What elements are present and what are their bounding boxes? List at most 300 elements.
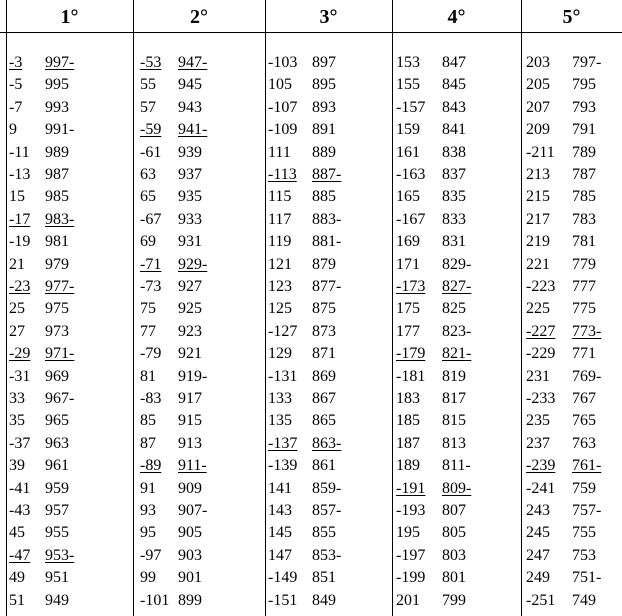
table-row bbox=[140, 231, 226, 253]
pair-number: 937 bbox=[178, 166, 202, 183]
table-row bbox=[526, 343, 618, 365]
pair-number: 857- bbox=[312, 502, 342, 519]
pair-number: 893 bbox=[312, 98, 336, 116]
table-row bbox=[396, 164, 488, 186]
table-row bbox=[396, 209, 488, 231]
pair-number: 885 bbox=[312, 188, 336, 206]
table-row bbox=[9, 164, 91, 186]
table-row bbox=[9, 388, 91, 410]
table-row bbox=[396, 590, 488, 612]
odd-number: 235 bbox=[526, 412, 550, 430]
table-row bbox=[526, 254, 618, 276]
pair-number: 879 bbox=[312, 255, 336, 273]
pair-number: 959 bbox=[45, 479, 69, 497]
table-row bbox=[526, 74, 618, 96]
pair-number: 769- bbox=[572, 367, 602, 385]
table-row bbox=[268, 52, 358, 74]
table-row bbox=[526, 410, 618, 432]
table-row bbox=[140, 52, 226, 74]
odd-number: -109 bbox=[268, 121, 298, 139]
pair-number: 763 bbox=[572, 434, 596, 452]
pair-number: 965 bbox=[45, 412, 69, 430]
odd-number: 171 bbox=[396, 255, 420, 273]
pair-number: 821- bbox=[442, 345, 472, 363]
table-row bbox=[268, 545, 358, 567]
odd-number: 165 bbox=[396, 188, 420, 206]
table-row bbox=[9, 276, 91, 298]
odd-number: 81 bbox=[140, 367, 156, 385]
odd-number: 249 bbox=[526, 569, 550, 587]
column-divider bbox=[521, 0, 522, 616]
table-row bbox=[140, 567, 226, 589]
table-row bbox=[140, 366, 226, 388]
pair-number: 987 bbox=[45, 166, 69, 183]
table-row bbox=[140, 522, 226, 544]
pair-number: 905 bbox=[178, 524, 202, 542]
pair-number: 807 bbox=[442, 502, 466, 519]
odd-number: 215 bbox=[526, 188, 550, 206]
pair-number: 877- bbox=[312, 278, 342, 295]
odd-number: -89 bbox=[140, 457, 162, 475]
odd-number: 177 bbox=[396, 322, 420, 340]
pair-number: 757- bbox=[572, 502, 602, 519]
odd-number: -149 bbox=[268, 569, 298, 587]
odd-number: 99 bbox=[140, 569, 156, 587]
odd-number: -17 bbox=[9, 210, 31, 228]
odd-number: -103 bbox=[268, 54, 298, 71]
pair-number: 913 bbox=[178, 434, 202, 452]
table-row bbox=[140, 455, 226, 477]
odd-number: 205 bbox=[526, 76, 550, 94]
column-divider bbox=[133, 0, 134, 616]
table-row bbox=[268, 455, 358, 477]
table-row bbox=[526, 142, 618, 164]
odd-number: 247 bbox=[526, 546, 550, 564]
table-row bbox=[140, 97, 226, 119]
odd-number: -163 bbox=[396, 166, 426, 183]
table-row bbox=[140, 500, 226, 522]
pair-number: 953- bbox=[45, 546, 75, 564]
table-row bbox=[268, 590, 358, 612]
pair-number: 995 bbox=[45, 76, 69, 94]
table-row bbox=[268, 410, 358, 432]
table-row bbox=[268, 254, 358, 276]
table-row bbox=[268, 366, 358, 388]
column-divider bbox=[392, 0, 393, 616]
pair-number: 825 bbox=[442, 300, 466, 318]
pair-number: 869 bbox=[312, 367, 336, 385]
odd-number: -43 bbox=[9, 502, 31, 519]
pair-number: 967- bbox=[45, 390, 75, 407]
odd-number: -199 bbox=[396, 569, 426, 587]
pair-number: 751- bbox=[572, 569, 602, 587]
pair-number: 859- bbox=[312, 479, 342, 497]
odd-number: 201 bbox=[396, 591, 420, 609]
pair-number: 927 bbox=[178, 278, 202, 295]
odd-number: 153 bbox=[396, 54, 420, 71]
odd-number: 129 bbox=[268, 345, 292, 363]
table-row bbox=[9, 97, 91, 119]
pair-number: 817 bbox=[442, 390, 466, 407]
table-row bbox=[140, 119, 226, 141]
table-row bbox=[396, 231, 488, 253]
odd-number: 221 bbox=[526, 255, 550, 273]
odd-number: -97 bbox=[140, 546, 162, 564]
pair-number: 849 bbox=[312, 591, 336, 609]
table-row bbox=[140, 433, 226, 455]
table-row bbox=[268, 164, 358, 186]
pair-number: 949 bbox=[45, 591, 69, 609]
table-row bbox=[396, 298, 488, 320]
table-row bbox=[9, 366, 91, 388]
odd-number: 93 bbox=[140, 502, 156, 519]
odd-number: 237 bbox=[526, 434, 550, 452]
table-row bbox=[9, 298, 91, 320]
pair-number: 835 bbox=[442, 188, 466, 206]
odd-number: 219 bbox=[526, 233, 550, 251]
table-row bbox=[268, 343, 358, 365]
odd-number: 213 bbox=[526, 166, 550, 183]
pair-number: 921 bbox=[178, 345, 202, 363]
column-header: 2° bbox=[190, 6, 208, 28]
table-row bbox=[9, 52, 91, 74]
odd-number: -13 bbox=[9, 166, 31, 183]
table-row bbox=[396, 455, 488, 477]
odd-number: -61 bbox=[140, 143, 162, 161]
odd-number: 147 bbox=[268, 546, 292, 564]
odd-number: 183 bbox=[396, 390, 420, 407]
odd-number: 45 bbox=[9, 524, 25, 542]
odd-number: 57 bbox=[140, 98, 156, 116]
pair-number: 761- bbox=[572, 457, 602, 475]
table-row bbox=[396, 567, 488, 589]
pair-number: 945 bbox=[178, 76, 202, 94]
pair-number: 895 bbox=[312, 76, 336, 94]
pair-number: 793 bbox=[572, 98, 596, 116]
odd-number: -37 bbox=[9, 434, 31, 452]
pair-number: 993 bbox=[45, 98, 69, 116]
table-row bbox=[140, 254, 226, 276]
table-row bbox=[396, 500, 488, 522]
table-row bbox=[268, 74, 358, 96]
pair-number: 961 bbox=[45, 457, 69, 475]
table-row bbox=[268, 209, 358, 231]
pair-number: 963 bbox=[45, 434, 69, 452]
header-divider bbox=[0, 32, 622, 33]
column-header: 4° bbox=[447, 6, 466, 28]
pair-number: 911- bbox=[178, 457, 207, 475]
odd-number: 21 bbox=[9, 255, 25, 273]
odd-number: -23 bbox=[9, 278, 31, 295]
table-row bbox=[396, 97, 488, 119]
table-row bbox=[140, 590, 226, 612]
pair-number: 799 bbox=[442, 591, 466, 609]
odd-number: 143 bbox=[268, 502, 292, 519]
pair-number: 867 bbox=[312, 390, 336, 407]
table-row bbox=[396, 388, 488, 410]
pair-number: 951 bbox=[45, 569, 69, 587]
odd-number: -83 bbox=[140, 390, 162, 407]
odd-number: -79 bbox=[140, 345, 162, 363]
pair-number: 753 bbox=[572, 546, 596, 564]
pair-number: 957 bbox=[45, 502, 69, 519]
pair-number: 759 bbox=[572, 479, 596, 497]
odd-number: -101 bbox=[140, 591, 170, 609]
table-row bbox=[268, 567, 358, 589]
pair-number: 871 bbox=[312, 345, 336, 363]
odd-number: 119 bbox=[268, 233, 292, 251]
table-row bbox=[526, 186, 618, 208]
odd-number: -181 bbox=[396, 367, 426, 385]
pair-number: 815 bbox=[442, 412, 466, 430]
pair-number: 823- bbox=[442, 322, 472, 340]
table-row bbox=[140, 410, 226, 432]
pair-number: 955 bbox=[45, 524, 69, 542]
pair-number: 785 bbox=[572, 188, 596, 206]
pair-number: 935 bbox=[178, 188, 202, 206]
table-row bbox=[396, 254, 488, 276]
pair-number: 851 bbox=[312, 569, 336, 587]
odd-number: 203 bbox=[526, 54, 550, 71]
table-row bbox=[396, 410, 488, 432]
odd-number: 33 bbox=[9, 390, 25, 407]
odd-number: 175 bbox=[396, 300, 420, 318]
odd-number: 161 bbox=[396, 143, 420, 161]
column-header: 3° bbox=[319, 6, 338, 28]
pair-number: 909 bbox=[178, 479, 202, 497]
table-row bbox=[268, 321, 358, 343]
pair-number: 915 bbox=[178, 412, 202, 430]
odd-number: 245 bbox=[526, 524, 550, 542]
pair-number: 981 bbox=[45, 233, 69, 251]
odd-number: -71 bbox=[140, 255, 162, 273]
table-row bbox=[9, 590, 91, 612]
table-row bbox=[396, 522, 488, 544]
odd-number: 75 bbox=[140, 300, 156, 318]
table-row bbox=[9, 478, 91, 500]
pair-number: 787 bbox=[572, 166, 596, 183]
odd-number: 133 bbox=[268, 390, 292, 407]
pair-number: 919- bbox=[178, 367, 208, 385]
odd-number: 51 bbox=[9, 591, 25, 609]
pair-number: 991- bbox=[45, 121, 75, 139]
pair-number: 819 bbox=[442, 367, 466, 385]
table-row bbox=[526, 500, 618, 522]
odd-number: -197 bbox=[396, 546, 426, 564]
table-row bbox=[396, 142, 488, 164]
pair-number: 847 bbox=[442, 54, 466, 71]
odd-number: 125 bbox=[268, 300, 292, 318]
table-row bbox=[268, 231, 358, 253]
table-row bbox=[9, 142, 91, 164]
pair-number: 989 bbox=[45, 143, 69, 161]
pair-number: 997- bbox=[45, 54, 75, 71]
odd-number: -179 bbox=[396, 345, 426, 363]
pair-number: 865 bbox=[312, 412, 336, 430]
table-row bbox=[268, 276, 358, 298]
table-row bbox=[268, 119, 358, 141]
pair-number: 897 bbox=[312, 54, 336, 71]
table-row bbox=[268, 142, 358, 164]
pair-number: 971- bbox=[45, 345, 75, 363]
table-row bbox=[526, 164, 618, 186]
odd-number: -193 bbox=[396, 502, 426, 519]
pair-number: 831 bbox=[442, 233, 466, 251]
odd-number: 145 bbox=[268, 524, 292, 542]
table-row bbox=[9, 119, 91, 141]
pair-number: 917 bbox=[178, 390, 202, 407]
pair-number: 765 bbox=[572, 412, 596, 430]
odd-number: -19 bbox=[9, 233, 31, 251]
odd-number: -107 bbox=[268, 98, 298, 116]
odd-number: -251 bbox=[526, 591, 556, 609]
pair-number: 873 bbox=[312, 322, 336, 340]
column-divider bbox=[6, 0, 7, 616]
odd-number: 95 bbox=[140, 524, 156, 542]
table-row bbox=[140, 388, 226, 410]
pair-number: 827- bbox=[442, 278, 472, 295]
table-row bbox=[526, 231, 618, 253]
odd-number: 87 bbox=[140, 434, 156, 452]
table-row bbox=[396, 343, 488, 365]
table-row bbox=[140, 545, 226, 567]
table-row bbox=[140, 142, 226, 164]
table-row bbox=[268, 97, 358, 119]
pair-number: 929- bbox=[178, 255, 208, 273]
pair-number: 829- bbox=[442, 255, 472, 273]
pair-number: 985 bbox=[45, 188, 69, 206]
table-row bbox=[396, 433, 488, 455]
pair-number: 863- bbox=[312, 434, 342, 452]
odd-number: 115 bbox=[268, 188, 292, 206]
odd-number: 209 bbox=[526, 121, 550, 139]
pair-number: 899 bbox=[178, 591, 202, 609]
pair-number: 775 bbox=[572, 300, 596, 318]
pair-number: 947- bbox=[178, 54, 208, 71]
odd-number: 39 bbox=[9, 457, 25, 475]
table-row bbox=[526, 590, 618, 612]
table-row bbox=[9, 209, 91, 231]
pair-number: 853- bbox=[312, 546, 342, 564]
column-divider bbox=[265, 0, 266, 616]
pair-number: 833 bbox=[442, 210, 466, 228]
table-row bbox=[526, 366, 618, 388]
table-row bbox=[396, 366, 488, 388]
table-row bbox=[396, 321, 488, 343]
table-row bbox=[396, 478, 488, 500]
table-row bbox=[268, 433, 358, 455]
table-row bbox=[140, 276, 226, 298]
odd-number: 35 bbox=[9, 412, 25, 430]
table-row bbox=[526, 388, 618, 410]
pair-number: 975 bbox=[45, 300, 69, 318]
odd-number: 9 bbox=[9, 121, 17, 139]
table-row bbox=[268, 478, 358, 500]
odd-number: 105 bbox=[268, 76, 292, 94]
pair-number: 941- bbox=[178, 121, 208, 139]
odd-number: -67 bbox=[140, 210, 162, 228]
table-row bbox=[9, 455, 91, 477]
table-row bbox=[526, 455, 618, 477]
pair-number: 837 bbox=[442, 166, 466, 183]
odd-number: 111 bbox=[268, 143, 291, 161]
odd-number: -3 bbox=[9, 54, 23, 71]
pair-number: 779 bbox=[572, 255, 596, 273]
odd-number: -137 bbox=[268, 434, 298, 452]
pair-number: 907- bbox=[178, 502, 208, 519]
pair-number: 931 bbox=[178, 233, 202, 251]
pair-number: 977- bbox=[45, 278, 75, 295]
table-row bbox=[9, 186, 91, 208]
table-row bbox=[9, 254, 91, 276]
table-row bbox=[140, 343, 226, 365]
odd-number: 195 bbox=[396, 524, 420, 542]
pair-number: 841 bbox=[442, 121, 466, 139]
pair-number: 838 bbox=[442, 143, 466, 161]
pair-number: 855 bbox=[312, 524, 336, 542]
pair-number: 983- bbox=[45, 210, 75, 228]
odd-number: 141 bbox=[268, 479, 292, 497]
odd-number: 155 bbox=[396, 76, 420, 94]
odd-number: 123 bbox=[268, 278, 292, 295]
odd-number: -239 bbox=[526, 457, 556, 475]
pair-number: 903 bbox=[178, 546, 202, 564]
odd-number: 91 bbox=[140, 479, 156, 497]
odd-number: -41 bbox=[9, 479, 31, 497]
pair-number: 845 bbox=[442, 76, 466, 94]
pair-number: 923 bbox=[178, 322, 202, 340]
odd-number: -113 bbox=[268, 166, 297, 183]
odd-number: -167 bbox=[396, 210, 426, 228]
pair-number: 797- bbox=[572, 54, 602, 71]
odd-number: -5 bbox=[9, 76, 23, 94]
pair-number: 861 bbox=[312, 457, 336, 475]
odd-number: -31 bbox=[9, 367, 31, 385]
table-row bbox=[396, 52, 488, 74]
odd-number: 117 bbox=[268, 210, 292, 228]
odd-number: 25 bbox=[9, 300, 25, 318]
odd-number: -59 bbox=[140, 121, 162, 139]
odd-number: 77 bbox=[140, 322, 156, 340]
odd-number: -229 bbox=[526, 345, 556, 363]
table-row bbox=[526, 321, 618, 343]
pair-number: 979 bbox=[45, 255, 69, 273]
pair-number: 881- bbox=[312, 233, 342, 251]
odd-number: -53 bbox=[140, 54, 162, 71]
table-row bbox=[140, 321, 226, 343]
odd-number: -73 bbox=[140, 278, 162, 295]
table-row bbox=[9, 567, 91, 589]
pair-number: 925 bbox=[178, 300, 202, 318]
table-row bbox=[526, 545, 618, 567]
odd-number: -7 bbox=[9, 98, 23, 116]
pair-number: 803 bbox=[442, 546, 466, 564]
table-row bbox=[268, 522, 358, 544]
table-row bbox=[526, 433, 618, 455]
pair-number: 805 bbox=[442, 524, 466, 542]
column-header: 5° bbox=[562, 6, 581, 28]
odd-number: -157 bbox=[396, 98, 426, 116]
pair-number: 933 bbox=[178, 210, 202, 228]
odd-number: 15 bbox=[9, 188, 25, 206]
table-row bbox=[268, 186, 358, 208]
pair-number: 973 bbox=[45, 322, 69, 340]
odd-number: -151 bbox=[268, 591, 298, 609]
pair-number: 891 bbox=[312, 121, 336, 139]
odd-number: -29 bbox=[9, 345, 31, 363]
table-row bbox=[526, 298, 618, 320]
table-row bbox=[396, 119, 488, 141]
